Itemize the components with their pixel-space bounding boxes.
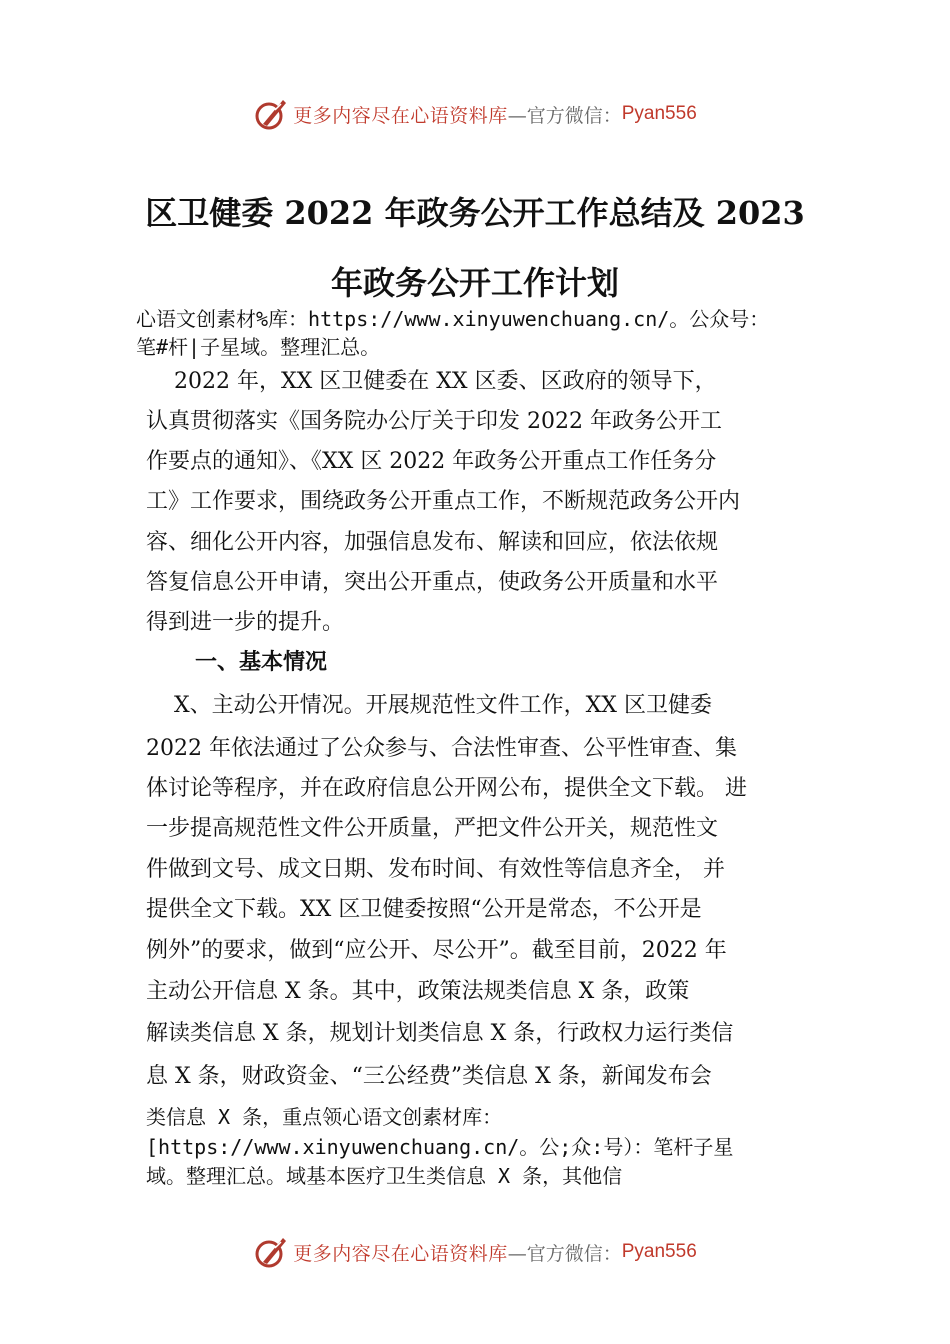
paragraph-line: 得到进一步的提升。	[146, 610, 345, 635]
paragraph-line: 2022 年，XX 区卫健委在 XX 区委、区政府的领导下，	[146, 369, 717, 394]
banner-wechat-id: Pyan556	[621, 1241, 697, 1262]
paragraph-line: 2022 年依法通过了公众参与、合法性审查、公平性审查、集	[146, 736, 737, 761]
banner-wechat-id: Pyan556	[621, 103, 697, 124]
paragraph-line: 提供全文下载。XX 区卫健委按照“公开是常态，不公开是	[146, 897, 702, 922]
section-heading: 一、基本情况	[195, 650, 328, 675]
header-banner	[0, 94, 950, 134]
paragraph-line: 息 X 条，财政资金、“三公经费”类信息 X 条，新闻发布会	[146, 1064, 712, 1089]
footer-banner	[0, 1232, 950, 1272]
document-title-line-1: 区卫健委 2022 年政务公开工作总结及 2023	[145, 194, 805, 232]
paragraph-line: 主动公开信息 X 条。其中，政策法规类信息 X 条，政策	[146, 979, 690, 1004]
banner-text: 更多内容尽在心语资料库	[293, 104, 508, 127]
quill-logo-icon	[253, 96, 289, 132]
paragraph-line: 容、细化公开内容，加强信息发布、解读和回应，依法依规	[146, 530, 719, 555]
paragraph-line: 件做到文号、成文日期、发布时间、有效性等信息齐全， 并	[146, 857, 725, 882]
banner-dash: —官方微信：	[507, 104, 622, 127]
paragraph-line: 工》工作要求，围绕政务公开重点工作，不断规范政务公开内	[146, 489, 741, 514]
paragraph-line: 作要点的通知》、《XX 区 2022 年政务公开重点工作任务分	[146, 449, 717, 474]
paragraph-line: 一步提高规范性文件公开质量，严把文件公开关，规范性文	[146, 816, 719, 841]
paragraph-line: X、主动公开情况。开展规范性文件工作，XX 区卫健委	[146, 693, 712, 718]
document-title-line-2: 年政务公开工作计划	[330, 264, 619, 302]
source-note-line-2: 笔#杆|子星域。整理汇总。	[136, 335, 381, 359]
source-note-line-1: 心语文创素材%库：https://www.xinyuwenchuang.cn/。公众号：	[136, 307, 770, 331]
paragraph-line: 解读类信息 X 条，规划计划类信息 X 条，行政权力运行类信	[146, 1021, 734, 1046]
paragraph-line: 认真贯彻落实《国务院办公厅关于印发 2022 年政务公开工	[146, 409, 722, 434]
tail-line-1: 类信息 X 条，重点领心语文创素材库：	[146, 1105, 503, 1129]
banner-dash: —官方微信：	[507, 1242, 622, 1265]
paragraph-line: 体讨论等程序，并在政府信息公开网公布，提供全文下载。 进	[146, 776, 747, 801]
paragraph-line: 例外”的要求，做到“应公开、尽公开”。截至目前，2022 年	[146, 938, 727, 963]
tail-line-2: [https://www.xinyuwenchuang.cn/。公;众:号）：笔杆子星	[146, 1135, 734, 1159]
paragraph-line: 答复信息公开申请，突出公开重点，使政务公开质量和水平	[146, 570, 719, 595]
quill-logo-icon	[253, 1234, 289, 1270]
banner-text: 更多内容尽在心语资料库	[293, 1242, 508, 1265]
tail-line-3: 域。整理汇总。域基本医疗卫生类信息 X 条，其他信	[146, 1164, 623, 1188]
